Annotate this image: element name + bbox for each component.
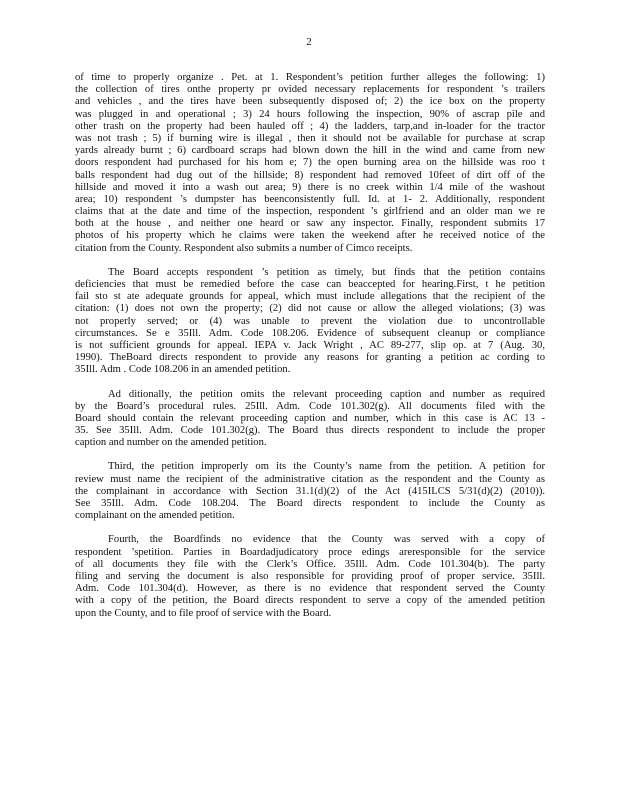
text-line: the collection of tires onthe property pr ovided necessary replacements for respondent ’s trailers bbox=[75, 84, 545, 96]
text-line: both at the house , and neither one heard or saw any inspector. Finally, respondent submits 17 bbox=[75, 218, 545, 230]
text-line: area; 10) respondent ’s dumpster has beenconsistently full. Id. at 1- 2. Additionally, respondent bbox=[75, 193, 545, 205]
text-line: upon the County, and to file proof of service with the Board. bbox=[75, 607, 332, 619]
text-line: yards already burnt ; 6) cardboard scraps had blown down the hill in the wind and came from new bbox=[75, 145, 545, 157]
text-line: with a copy of the petition, the Board directs respondent to serve a copy of the amended petition bbox=[75, 595, 545, 607]
text-line: hillside and moved it into a wash out area; 9) there is no creek within 1/4 mile of the washout bbox=[75, 181, 545, 193]
text-line: citation from the County. Respondent also submits a number of Cimco receipts. bbox=[75, 242, 413, 254]
text-line: was plugged in and operational ; 3) 24 hours following the inspection, 90% of ascrap pile and bbox=[75, 108, 545, 120]
text-line: is not sufficient grounds for appeal. IEPA v. Jack Wright , AC 89-277, slip op. at 7 (Aug. 30, bbox=[75, 339, 545, 351]
text-line: Adm. Code 101.304(d). However, as there is no evidence that respondent served the County bbox=[75, 583, 545, 595]
document-body bbox=[75, 72, 545, 632]
text-line: complainant on the amended petition. bbox=[75, 510, 235, 522]
text-line: filing and serving the document is also responsible for providing proof of proper service. 35Ill. bbox=[75, 570, 545, 582]
text-line: fail sto st ate adequate grounds for appeal, which must include allegations that the recipient of the bbox=[75, 291, 545, 303]
paragraph bbox=[75, 267, 545, 377]
text-line: was not trash ; 5) if burning wire is illegal , then it should not be available for purchase at scrap bbox=[75, 132, 545, 144]
text-line: other trash on the property had been hauled off ; 4) the ladders, tarp,and in-loader for the tractor bbox=[75, 120, 545, 132]
text-line: circumstances. Se e 35Ill. Adm. Code 108.206. Evidence of subsequent cleanup or compliance bbox=[75, 327, 545, 339]
text-line: Fourth, the Boardfinds no evidence that the County was served with a copy of bbox=[108, 534, 545, 546]
paragraph bbox=[75, 461, 545, 522]
text-line: doors respondent had purchased for his hom e; 7) the open burning area on the hillside was roo t bbox=[75, 157, 545, 169]
text-line: The Board accepts respondent ’s petition as timely, but finds that the petition contains bbox=[108, 266, 545, 278]
paragraph bbox=[75, 72, 545, 255]
text-line: of time to properly organize . Pet. at 1. Respondent’s petition further alleges the following: 1) bbox=[75, 72, 545, 83]
text-line: 35. See 35Ill. Adm. Code 101.302(g). The Board thus directs respondent to include the proper bbox=[75, 425, 545, 437]
paragraph bbox=[75, 534, 545, 619]
text-line: 1990). TheBoard directs respondent to provide any reasons for granting a petition ac cording to bbox=[75, 352, 545, 364]
page-number: 2 bbox=[306, 36, 312, 48]
text-line: and vehicles , and the tires have been subsequently disposed of; 2) the ice box on the property bbox=[75, 96, 545, 108]
text-line: of all documents they file with the Clerk’s Office. 35Ill. Adm. Code 101.304(b). The party bbox=[75, 558, 545, 570]
text-line: the complainant in accordance with Section 31.1(d)(2) of the Act (415ILCS 5/31(d)(2) (2010)). bbox=[75, 485, 545, 497]
text-line: Ad ditionally, the petition omits the relevant proceeding caption and number as required bbox=[108, 388, 545, 400]
text-line: by the Board’s procedural rules. 25Ill. Adm. Code 101.302(g). All documents filed with the bbox=[75, 400, 545, 412]
text-line: See 35Ill. Adm. Code 108.204. The Board directs respondent to include the County as bbox=[75, 498, 545, 509]
text-line: respondent ’spetition. Parties in Boardadjudicatory proce edings areresponsible for the service bbox=[75, 546, 545, 558]
text-line: 35Ill. Adm . Code 108.206 in an amended petition. bbox=[75, 364, 291, 376]
text-line: claims that at the date and time of the inspection, respondent ’s girlfriend and an older man we re bbox=[75, 206, 545, 218]
text-line: citation: (1) does not own the property; (2) did not cause or allow the alleged violations; (3) was bbox=[75, 303, 545, 315]
text-line: Third, the petition improperly om its the County’s name from the petition. A petition for bbox=[108, 461, 545, 473]
text-line: caption and number on the amended petition. bbox=[75, 437, 267, 449]
text-line: photos of his property which he claims were taken the weekend after he received notice of the bbox=[75, 230, 545, 242]
text-line: balls respondent had dug out of the hillside; 8) respondent had removed 10feet of dirt off of the bbox=[75, 169, 545, 181]
text-line: deficiencies that must be remedied before the case can beaccepted for hearing.First, t he petition bbox=[75, 279, 545, 290]
text-line: not properly served; or (4) was unable to prevent the violation due to uncontrollable bbox=[75, 315, 545, 327]
text-line: review must name the recipient of the administrative citation as the respondent and the County as bbox=[75, 473, 545, 485]
paragraph bbox=[75, 389, 545, 450]
text-line: Board should contain the relevant proceeding caption and number, which in this case is AC 13 - bbox=[75, 412, 545, 424]
